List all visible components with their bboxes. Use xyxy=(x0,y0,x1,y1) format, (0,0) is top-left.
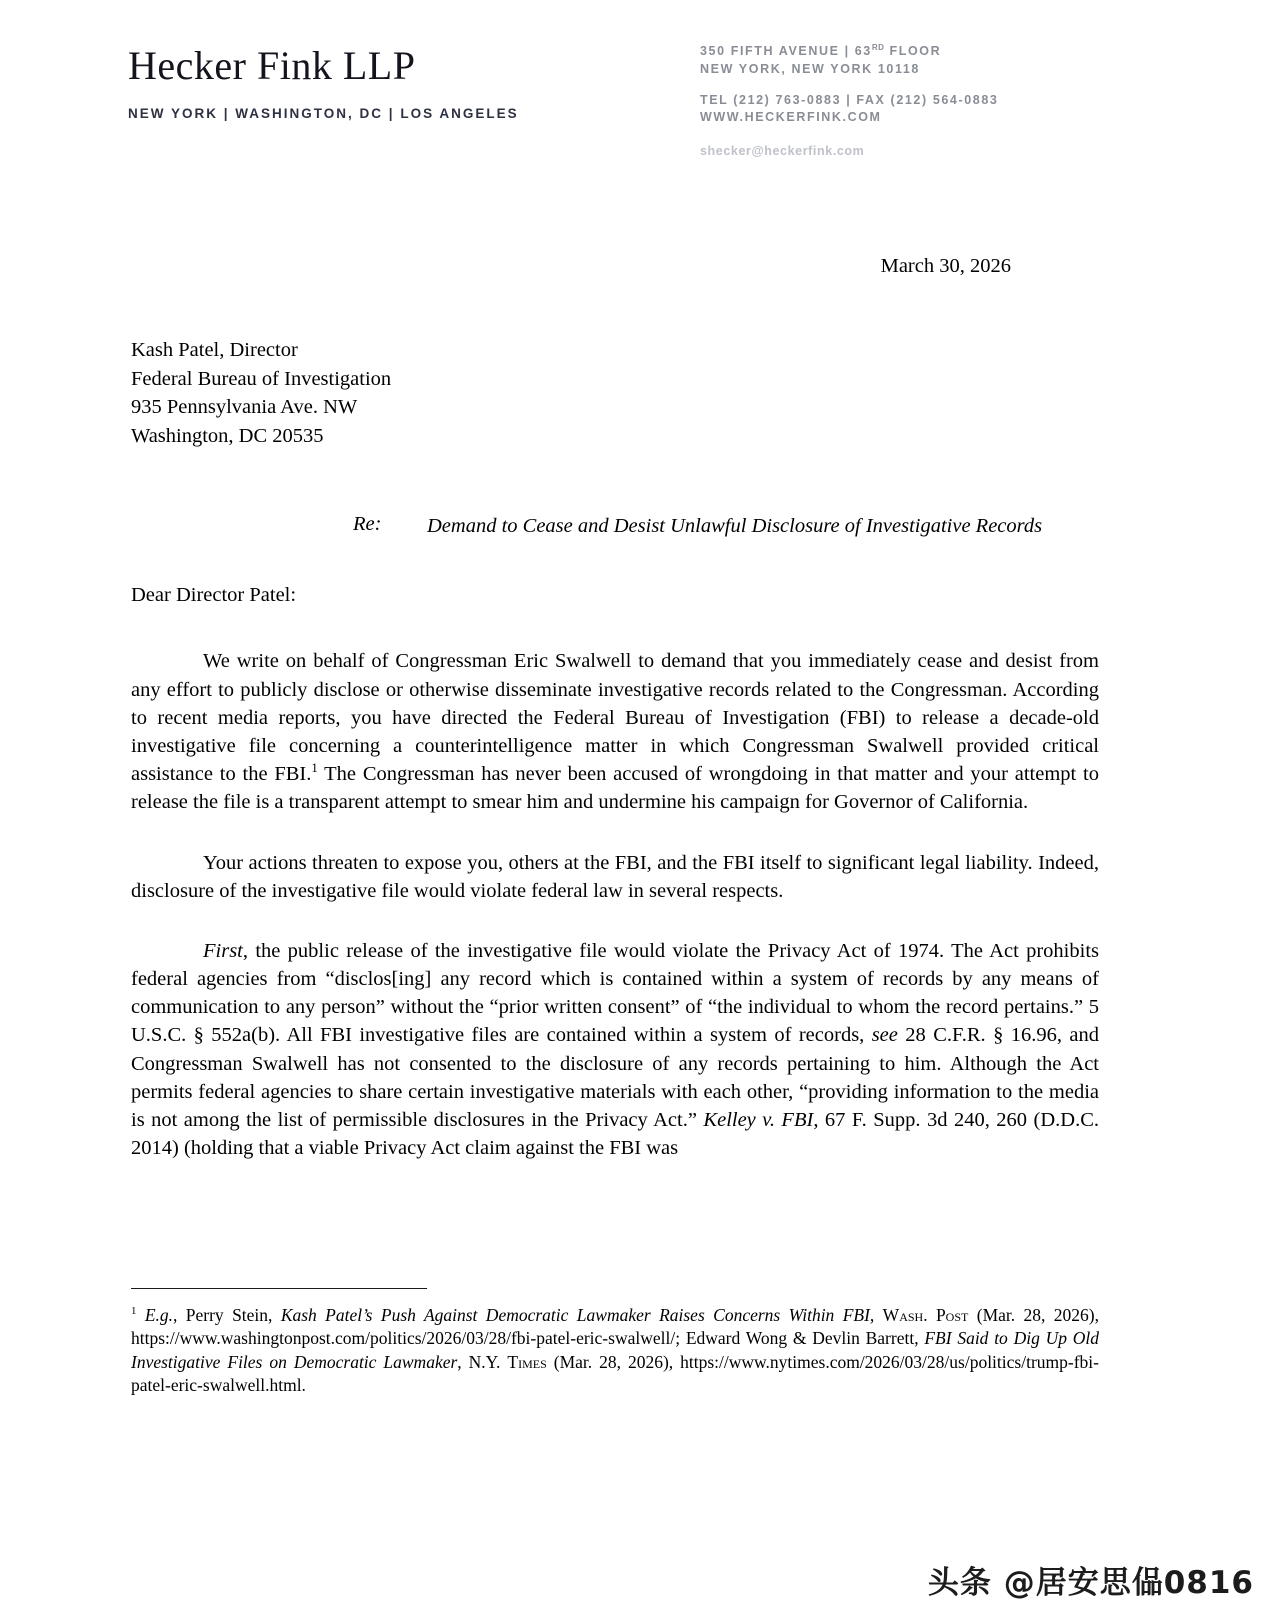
footnote-number: 1 xyxy=(131,1305,137,1318)
paragraph-3-lead-word: First xyxy=(203,939,243,962)
footnote-1: $^1$ E.g., Perry Stein, Kash Patel’s Push Against Democratic Lawmaker Raises Concerns Within FBI, Wash. Post (Mar. 28, 2026), https://www.washingtonpost.com/politics/2026/03/28/fbi-patel-eric-swalwell/; Edward Wong & Devlin Barrett, FBI Said to Dig Up Old Investigative Files on Democratic Lawmaker, N.Y. Times (Mar. 28, 2026), https://www.nytimes.com/2026/03/28/us/politics/trump-fbi-patel-eric-swalwell.html. xyxy=(131,1305,1099,1395)
paragraph-3 xyxy=(131,937,1099,1163)
paragraph-1 xyxy=(131,647,1099,816)
footnote-signal-eg: E.g. xyxy=(144,1305,174,1325)
contact-information xyxy=(700,42,998,140)
footnote-author-1: , Perry Stein, xyxy=(173,1305,281,1325)
footnote-url-2[interactable]: (Mar. 28, 2026), https://www.nytimes.com/2026/03/28/us/politics/trump-fbi-patel-eric-swalwell.html. xyxy=(131,1351,1099,1395)
footnote-source-1: Wash. Post xyxy=(882,1305,969,1325)
footnote-divider xyxy=(131,1288,427,1289)
re-subject: Demand to Cease and Desist Unlawful Disclosure of Investigative Records xyxy=(427,514,1043,537)
website-url[interactable]: WWW.HECKERFINK.COM xyxy=(700,110,882,125)
watermark: 头条 @居安思偘0816 xyxy=(927,1565,1254,1601)
recipient-organization: Federal Bureau of Investigation xyxy=(131,367,392,390)
subject-line xyxy=(131,513,1099,541)
phone-fax: TEL (212) 763-0883 | FAX (212) 564-0883 xyxy=(700,92,999,107)
city-state-zip: NEW YORK, NEW YORK 10118 xyxy=(700,61,920,76)
paragraph-3-text-b: 28 C.F.R. § 16.96, and Congressman Swalwell has not consented to the disclosure of any records pertaining to him. Although the Act permits federal agencies to share certain investigative materials with each other, “providing information to the media is not among the list of permissible disclosures in the Privacy Act.” xyxy=(131,1024,1099,1132)
footnote-author-2: Edward Wong & Devlin Barrett, xyxy=(685,1328,925,1349)
recipient-city-state-zip: Washington, DC 20535 xyxy=(131,425,324,448)
salutation: Dear Director Patel: xyxy=(131,584,297,607)
paragraph-3-text-c: , 67 F. Supp. 3d 240, 260 (D.D.C. 2014) (holding that a viable Privacy Act claim against the FBI was xyxy=(131,1109,1100,1160)
office-locations: NEW YORK | WASHINGTON, DC | LOS ANGELES xyxy=(128,106,519,121)
footnote-url-1[interactable]: (Mar. 28, 2026), https://www.washingtonpost.com/politics/2026/03/28/fbi-patel-eric-swalwell/; xyxy=(131,1305,1099,1349)
case-citation-kelley: Kelley v. FBI xyxy=(703,1109,814,1132)
recipient-name: Kash Patel, Director xyxy=(131,339,298,361)
footnote-area xyxy=(131,1288,1099,1397)
footnote-source-2-prefix: , N.Y. xyxy=(457,1351,508,1372)
footnote-title-1: Kash Patel’s Push Against Democratic Lawmaker Raises Concerns Within FBI xyxy=(280,1305,870,1325)
firm-name: Hecker Fink LLP xyxy=(128,43,416,88)
recipient-address-block xyxy=(131,336,1099,451)
footnote-source-2: Times xyxy=(507,1351,547,1372)
letter-date: March 30, 2026 xyxy=(880,255,1011,277)
paragraph-3-text-a: , the public release of the investigative file would violate the Privacy Act of 1974. The Act prohibits federal agencies from “disclos[ing] any record which is contained within a system of records by any means of communication to any person” without the “prior written consent” of “the individual to whom the record pertains.” 5 U.S.C. § 552a(b). All FBI investigative files are contained within a system of records, xyxy=(131,939,1099,1047)
street-address: 350 FIFTH AVENUE | 63RD FLOOR xyxy=(700,43,942,59)
paragraph-1-text-a: We write on behalf of Congressman Eric Swalwell to demand that you immediately cease and desist from any effort to publicly disclose or otherwise disseminate investigative records related to the Congressman. According to recent media reports, you have directed the Federal Bureau of Investigation (FBI) to release a decade-old investigative file concerning a counterintelligence matter in which Congressman Swalwell provided critical assistance to the FBI. xyxy=(131,650,1099,786)
letterhead xyxy=(0,30,1280,180)
recipient-street: 935 Pennsylvania Ave. NW xyxy=(131,396,358,419)
email-address[interactable]: shecker@heckerfink.com xyxy=(700,144,865,158)
footnote-title-2: FBI Said to Dig Up Old Investigative Files on Democratic Lawmaker xyxy=(131,1328,1099,1372)
letter-body xyxy=(131,255,1099,1162)
re-label: Re: xyxy=(353,512,382,535)
ordinal-suffix: RD xyxy=(871,43,885,52)
paragraph-2: Your actions threaten to expose you, others at the FBI, and the FBI itself to significant legal liability. Indeed, disclosure of the investigative file would violate federal law in several respects. xyxy=(131,851,1099,902)
signal-see: see xyxy=(871,1024,898,1047)
footnote-reference-1[interactable]: 1 xyxy=(311,761,318,776)
paragraph-1-text-b: The Congressman has never been accused of wrongdoing in that matter and your attempt to release the file is a transparent attempt to smear him and undermine his campaign for Governor of California. xyxy=(131,763,1099,814)
